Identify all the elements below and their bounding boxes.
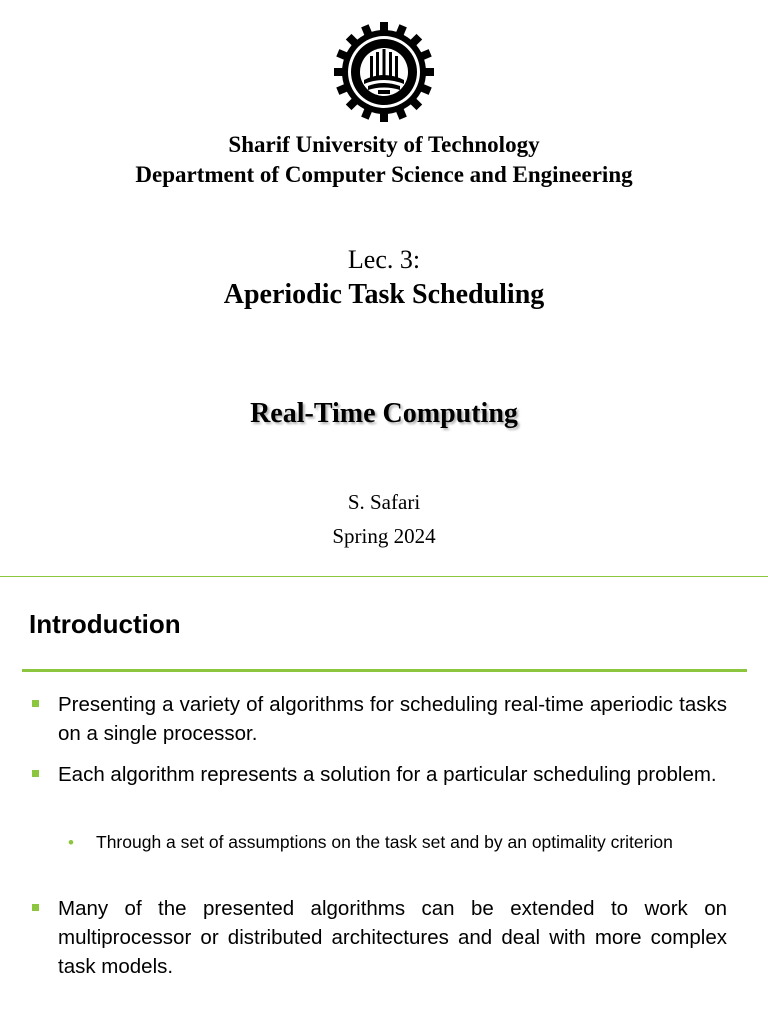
author-name: S. Safari <box>347 490 421 514</box>
department-name: Department of Computer Science and Engineering <box>135 162 633 187</box>
bullet-item <box>58 690 727 748</box>
square-bullet-icon <box>32 700 39 707</box>
university-seal-icon <box>334 22 434 122</box>
slide-heading: Introduction <box>29 609 181 639</box>
bullet-text: Many of the presented algorithms can be extended to work on multiprocessor or distributed architectures and deal with more complex task models. <box>58 897 727 978</box>
sub-bullet-text: Through a set of assumptions on the task set and by an optimality criterion <box>96 832 673 852</box>
bullet-text: Each algorithm represents a solution for a particular scheduling problem. <box>58 763 717 786</box>
university-name: Sharif University of Technology <box>228 132 540 157</box>
bullet-item <box>58 760 727 789</box>
lecture-topic: Aperiodic Task Scheduling <box>223 279 545 310</box>
square-bullet-icon <box>32 770 39 777</box>
term: Spring 2024 <box>332 524 436 548</box>
heading-divider <box>22 669 747 672</box>
dot-bullet-icon: • <box>68 833 74 852</box>
square-bullet-icon <box>32 904 39 911</box>
lecture-number: Lec. 3: <box>347 245 421 274</box>
bullet-text: Presenting a variety of algorithms for scheduling real-time aperiodic tasks on a single processor. <box>58 693 727 745</box>
course-title: Real-Time Computing <box>250 398 518 429</box>
sub-bullet-item <box>68 830 727 855</box>
intro-slide <box>0 576 768 1024</box>
bullet-item <box>58 894 727 981</box>
